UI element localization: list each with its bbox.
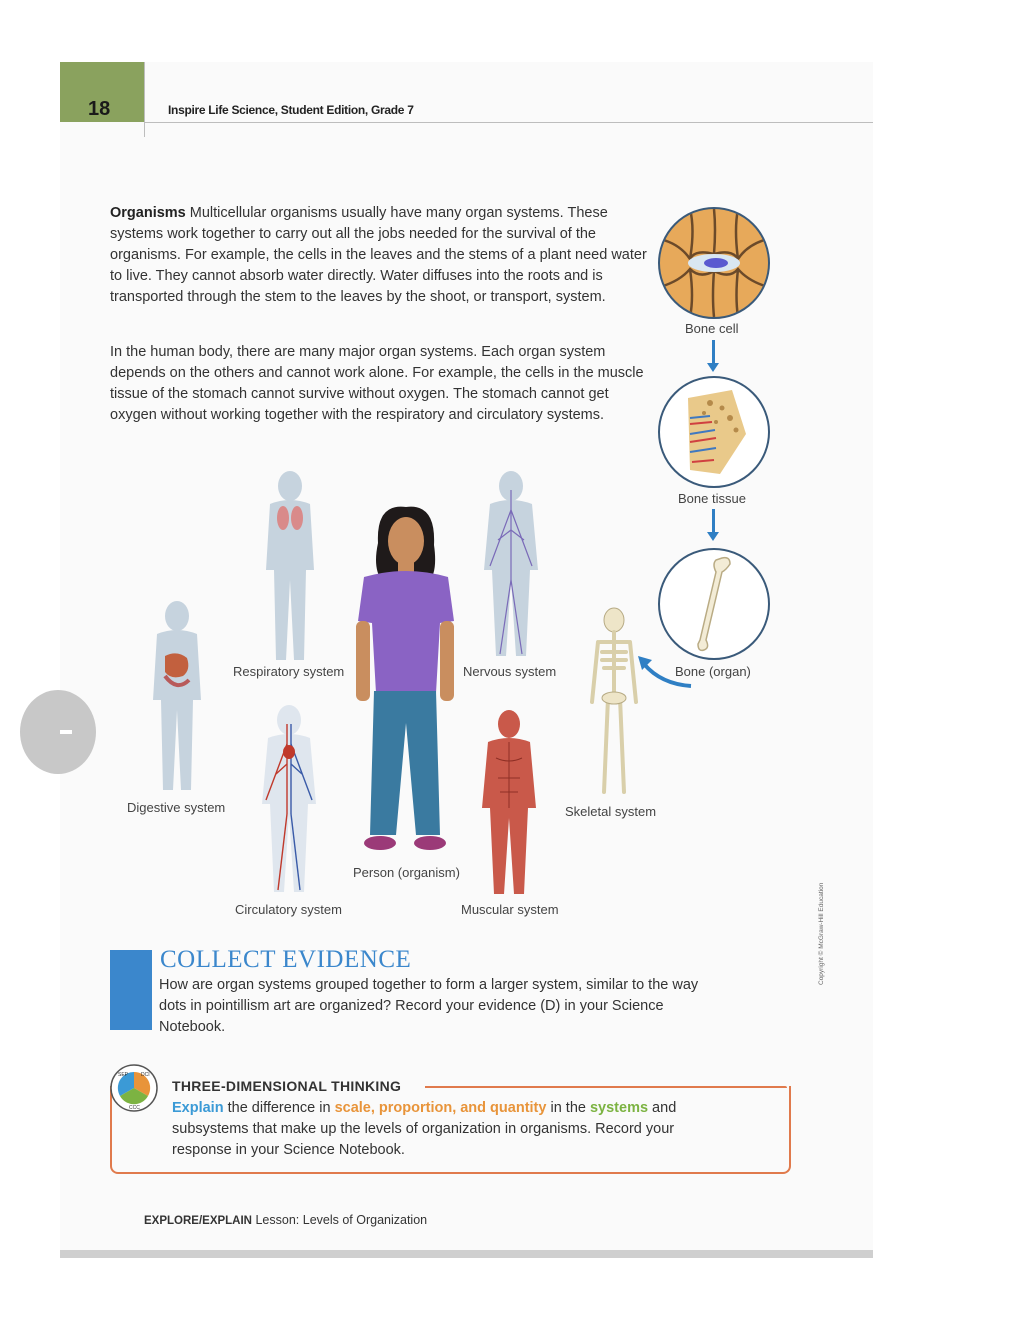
sep-label: SEP <box>118 1072 129 1078</box>
paragraph-lead: Organisms <box>110 205 186 221</box>
bone-tissue-illustration <box>658 376 770 488</box>
page-number-tab <box>60 62 145 122</box>
page-number: 18 <box>88 98 111 120</box>
digestive-system-figure <box>143 600 211 795</box>
copyright: Copyright © McGraw-Hill Education <box>818 882 825 985</box>
arrow-down-icon <box>712 340 715 364</box>
page-turn-tab[interactable] <box>20 690 96 774</box>
collect-evidence-title: COLLECT EVIDENCE <box>160 946 412 973</box>
three-d-thinking-text <box>172 1098 732 1161</box>
term-systems: systems <box>589 1100 649 1116</box>
label-muscular: Muscular system <box>461 902 559 917</box>
footer <box>144 1213 427 1227</box>
term-explain: Explain <box>172 1100 224 1116</box>
three-d-thinking-rule <box>425 1086 787 1088</box>
bone-organ-illustration <box>658 548 770 660</box>
text-segment: the difference in <box>223 1100 335 1116</box>
muscular-system-figure <box>478 708 540 898</box>
label-circulatory: Circulatory system <box>235 902 342 917</box>
label-skeletal: Skeletal system <box>565 804 657 819</box>
bone-cell-illustration <box>658 207 770 319</box>
footer-lesson: Lesson: Levels of Organization <box>255 1213 428 1227</box>
page-turn-minus-icon <box>60 730 72 734</box>
text-segment: in the <box>546 1100 590 1116</box>
person-organism-figure <box>350 503 460 863</box>
text-segment: and subsystems that make up the levels of organization in organisms. Record your response in your Science Notebook. <box>172 1100 677 1158</box>
arrow-down-icon <box>712 509 715 533</box>
paragraph-organisms <box>110 203 650 308</box>
label-bone-cell: Bone cell <box>685 321 739 336</box>
label-digestive: Digestive system <box>127 800 226 815</box>
footer-section: EXPLORE/EXPLAIN <box>144 1215 252 1227</box>
dci-label: DCI <box>141 1072 150 1078</box>
bottom-bar <box>60 1250 873 1258</box>
ccc-label: CCC <box>129 1105 140 1111</box>
label-person: Person (organism) <box>353 865 460 880</box>
nervous-system-figure <box>478 470 544 660</box>
label-bone-organ: Bone (organ) <box>675 664 751 679</box>
skeletal-system-figure <box>584 606 644 801</box>
collect-evidence-bar <box>110 950 152 1030</box>
three-d-thinking-title: THREE-DIMENSIONAL THINKING <box>172 1078 402 1094</box>
respiratory-system-figure <box>256 470 324 665</box>
book-title: Inspire Life Science, Student Edition, Grade 7 <box>168 103 414 117</box>
label-respiratory: Respiratory system <box>233 664 345 679</box>
paragraph-human-body: In the human body, there are many major organ systems. Each organ system depends on the others and cannot work alone. For example, the cells in the muscle tissue of the stomach cannot survive without oxygen. The stomach cannot get oxygen without working together with the respiratory and circulatory systems. <box>110 344 644 423</box>
collect-evidence-text: How are organ systems grouped together to form a larger system, similar to the way dots in pointillism art are organized? Record your evidence (D) in your Science Notebook. <box>159 977 699 1035</box>
label-bone-tissue: Bone tissue <box>678 491 746 506</box>
label-nervous: Nervous system <box>463 664 557 679</box>
curved-arrow-icon <box>636 650 696 690</box>
header-divider <box>145 122 873 123</box>
sep-dci-ccc-icon <box>110 1064 158 1112</box>
circulatory-system-figure <box>256 704 322 896</box>
paragraph-body: Multicellular organisms usually have many organ systems. These systems work together to carry out all the jobs needed for the survival of the organisms. For example, the cells in the leaves and the stems of a plant need water to live. They cannot absorb water directly. Water diffuses into the roots and is transported through the stem to the leaves by the shoot, or transport, system. <box>110 205 647 305</box>
header-divider-vertical <box>144 62 145 137</box>
term-scale: scale, proportion, and quantity <box>334 1100 547 1116</box>
